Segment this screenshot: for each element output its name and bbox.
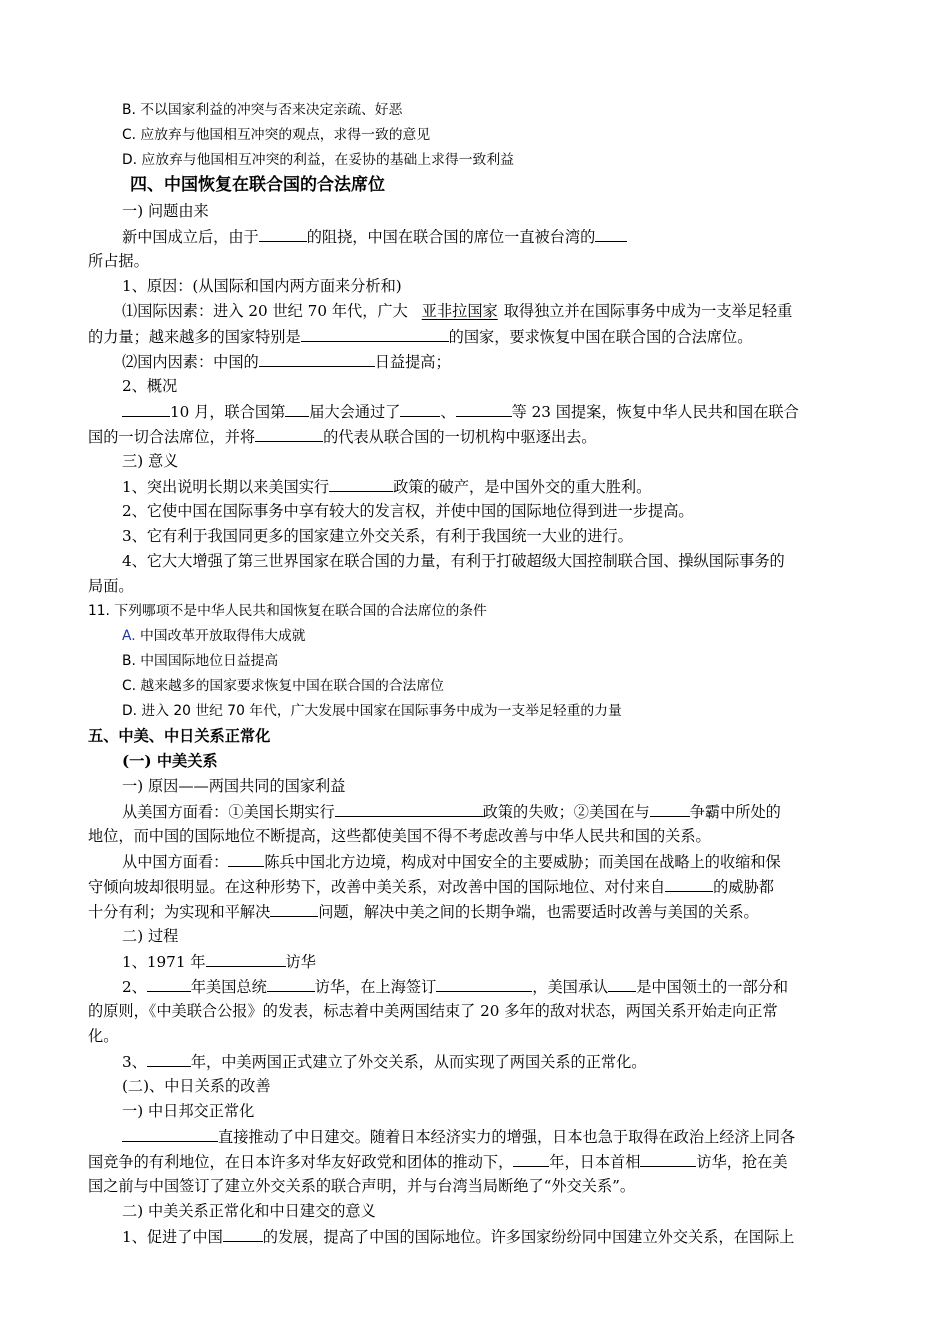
blank xyxy=(608,976,636,992)
process-2-line2: 的原则，《中美联合公报》的发表，标志着中美两国结束了 20 多年的敌对状态，两国关系开始走向正常 xyxy=(88,1002,778,1020)
blank xyxy=(147,976,191,992)
cn-side-line3: 十分有利；为实现和平解决 问题，解决中美之间的长期争端，也需要适时改善与美国的关系。 xyxy=(88,903,759,921)
process-2-line3: 化。 xyxy=(88,1027,119,1045)
significance-1: 1、促进了中国 的发展，提高了中国的国际地位。许多国家纷纷同中国建立外交关系，在国际上 xyxy=(122,1228,795,1246)
overview-line2: 国的一切合法席位，并将 的代表从联合国的一切机构中驱逐出去。 xyxy=(88,428,597,446)
origin-paragraph-line2: 所占据。 xyxy=(88,252,149,270)
reason-title: 一) 原因——两国共同的国家利益 xyxy=(122,777,346,795)
section4-title: 四、中国恢复在联合国的合法席位 xyxy=(130,175,385,195)
sino-us-subtitle: (一) 中美关系 xyxy=(122,752,218,770)
meaning-1: 1、突出说明长期以来美国实行 政策的破产，是中国外交的重大胜利。 xyxy=(122,478,652,496)
overview-title: 2、概况 xyxy=(122,377,178,395)
us-side-line1: 从美国方面看：①美国长期实行 政策的失败；②美国在与 争霸中所处的 xyxy=(122,803,781,821)
domestic-factor: ⑵国内因素：中国的 日益提高； xyxy=(122,353,451,371)
blank xyxy=(122,1126,218,1142)
meaning-4-line2: 局面。 xyxy=(88,577,134,595)
blank xyxy=(147,1051,191,1067)
blank xyxy=(267,976,315,992)
filled-answer: 亚非拉国家 xyxy=(421,302,498,320)
meaning-3: 3、它有利于我国同更多的国家建立外交关系，有利于我国统一大业的进行。 xyxy=(122,527,633,545)
blank xyxy=(595,226,627,242)
blank xyxy=(329,476,393,492)
q11-option-c: C. 越来越多的国家要求恢复中国在联合国的合法席位 xyxy=(122,678,444,694)
sino-jp-line2: 国竞争的有利地位，在日本许多对华友好政党和团体的推动下， 年，日本首相 访华，抢在美 xyxy=(88,1153,788,1171)
q10-option-d: D. 应放弃与他国相互冲突的利益，在妥协的基础上求得一致利益 xyxy=(122,152,514,168)
q11-option-a: A. 中国改革开放取得伟大成就 xyxy=(122,628,306,644)
blank xyxy=(640,1151,696,1167)
q11-stem: 11. 下列哪项不是中华人民共和国恢复在联合国的合法席位的条件 xyxy=(88,603,487,619)
process-2-line1: 2、 年美国总统 访华，在上海签订 ，美国承认 是中国领土的一部分和 xyxy=(122,978,789,996)
intl-factor-line2: 的力量；越来越多的国家特别是 的国家，要求恢复中国在联合国的合法席位。 xyxy=(88,328,753,346)
blank xyxy=(122,401,170,417)
meaning-title: 三) 意义 xyxy=(122,452,179,470)
sino-jp-normalization-title: 一) 中日邦交正常化 xyxy=(122,1102,255,1120)
process-title: 二) 过程 xyxy=(122,927,179,945)
cn-side-line2: 守倾向坡却很明显。在这种形势下，改善中美关系，对改善中国的国际地位、对付来自 的威胁都 xyxy=(88,878,774,896)
us-side-line2: 地位，而中国的国际地位不断提高，这些都使美国不得不考虑改善与中华人民共和国的关系。 xyxy=(88,827,711,845)
process-1: 1、1971 年 访华 xyxy=(122,953,316,971)
blank xyxy=(400,401,440,417)
origin-paragraph-line1: 新中国成立后，由于 的阻挠，中国在联合国的席位一直被台湾的 xyxy=(122,226,627,247)
blank xyxy=(285,401,309,417)
blank xyxy=(206,951,286,967)
blank xyxy=(255,426,323,442)
cn-side-line1: 从中国方面看： 陈兵中国北方边境，构成对中国安全的主要威胁；而美国在战略上的收缩和保 xyxy=(122,853,781,871)
sino-jp-subtitle: (二)、中日关系的改善 xyxy=(122,1077,271,1095)
blank xyxy=(650,801,690,817)
process-3: 3、 年，中美两国正式建立了外交关系，从而实现了两国关系的正常化。 xyxy=(122,1053,647,1071)
blank xyxy=(228,851,264,867)
blank xyxy=(513,1151,549,1167)
sino-jp-line1: 直接推动了中日建交。随着日本经济实力的增强，日本也急于取得在政治上经济上同各 xyxy=(122,1126,795,1147)
sino-jp-line3: 国之前与中国签订了建立外交关系的联合声明，并与台湾当局断绝了“外交关系”。 xyxy=(88,1177,636,1195)
answer-label: A. xyxy=(122,628,136,644)
blank xyxy=(665,876,713,892)
blank xyxy=(223,1226,263,1242)
blank xyxy=(301,326,449,342)
blank xyxy=(456,401,512,417)
blank xyxy=(259,226,307,242)
meaning-2: 2、它使中国在国际事务中享有较大的发言权，并使中国的国际地位得到进一步提高。 xyxy=(122,502,694,520)
q10-option-b: B. 不以国家利益的冲突与否来决定亲疏、好恶 xyxy=(122,102,403,118)
blank xyxy=(335,801,483,817)
intl-factor-line1: ⑴国际因素：进入 20 世纪 70 年代，广大 亚非拉国家 取得独立并在国际事务中成为一支举足轻重 xyxy=(122,302,793,320)
blank xyxy=(259,351,375,367)
significance-title: 二) 中美关系正常化和中日建交的意义 xyxy=(122,1202,376,1220)
blank xyxy=(436,976,532,992)
section5-title: 五、中美、中日关系正常化 xyxy=(88,727,271,745)
meaning-4-line1: 4、它大大增强了第三世界国家在联合国的力量，有利于打破超级大国控制联合国、操纵国际事务的 xyxy=(122,552,785,570)
overview-line1: 10 月，联合国第 届大会通过了 、 等 23 国提案，恢复中华人民共和国在联合 xyxy=(122,401,799,422)
q11-option-b: B. 中国国际地位日益提高 xyxy=(122,653,279,669)
cause-title: 1、原因：(从国际和国内两方面来分析和) xyxy=(122,277,402,295)
q10-option-c: C. 应放弃与他国相互冲突的观点，求得一致的意见 xyxy=(122,127,431,143)
blank xyxy=(270,901,318,917)
q11-option-d: D. 进入 20 世纪 70 年代，广大发展中国家在国际事务中成为一支举足轻重的力量 xyxy=(122,703,622,719)
section4-sub-origin: 一) 问题由来 xyxy=(122,202,209,220)
